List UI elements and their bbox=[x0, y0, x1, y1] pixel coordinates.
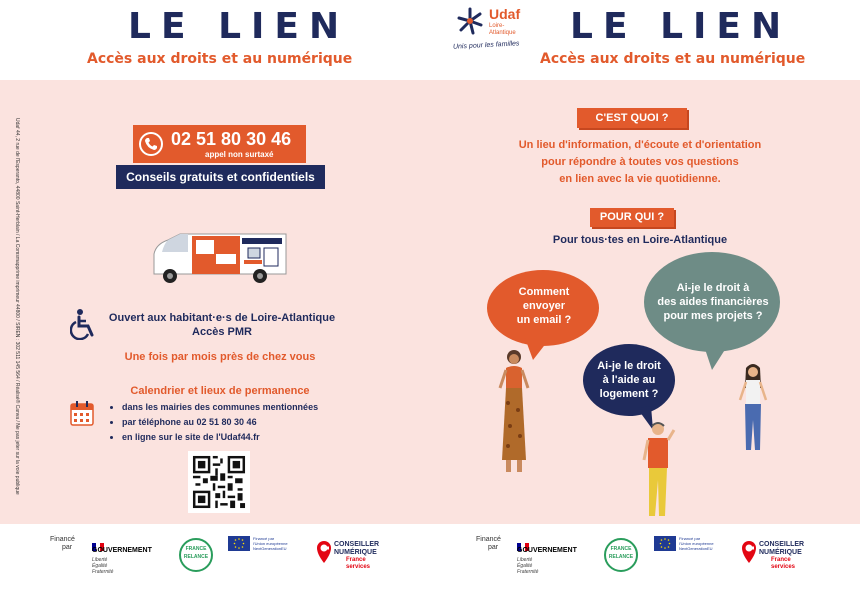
france-relance-logo bbox=[604, 538, 638, 572]
access-text bbox=[104, 311, 340, 339]
relance-line: RELANCE bbox=[183, 554, 209, 560]
location-pin-icon bbox=[316, 540, 332, 564]
access-line-2: Accès PMR bbox=[192, 326, 252, 338]
motto-line: Fraternité bbox=[517, 569, 539, 575]
what-line: en lien avec la vie quotidienne. bbox=[559, 173, 721, 185]
bubble-line: logement ? bbox=[599, 388, 659, 400]
cnfs-line: CONSEILLER bbox=[759, 541, 805, 548]
what-description bbox=[480, 137, 800, 188]
eu-line: Financé par bbox=[679, 536, 701, 541]
udaf-logo-mark-icon bbox=[455, 6, 485, 36]
eu-label bbox=[253, 536, 288, 551]
advice-banner: Conseils gratuits et confidentiels bbox=[116, 165, 325, 189]
cnfs-label bbox=[759, 541, 804, 571]
gov-label: GOUVERNEMENT bbox=[92, 547, 152, 554]
eu-line: l'Union européenne bbox=[679, 541, 714, 546]
udaf-region-line: Atlantique bbox=[489, 30, 516, 36]
bubble-line: des aides financières bbox=[657, 296, 769, 308]
phone-icon bbox=[139, 132, 163, 156]
woman-illustration bbox=[496, 348, 532, 476]
france-relance-logo bbox=[179, 538, 213, 572]
cnfs-line: CONSEILLER bbox=[334, 541, 380, 548]
cnfs-line: services bbox=[771, 564, 796, 570]
qr-code-icon[interactable] bbox=[188, 451, 250, 513]
cnfs-line: France bbox=[771, 557, 791, 563]
financed-label bbox=[50, 536, 75, 552]
eu-line: NextGenerationEU bbox=[253, 546, 287, 551]
relance-line: FRANCE bbox=[185, 546, 207, 552]
eu-label bbox=[679, 536, 714, 551]
right-title: LE LIEN bbox=[570, 6, 792, 47]
financed-label bbox=[476, 536, 501, 552]
gov-motto bbox=[517, 557, 538, 575]
gov-motto bbox=[92, 557, 113, 575]
calendar-heading: Calendrier et lieux de permanence bbox=[130, 385, 310, 397]
left-title: LE LIEN bbox=[128, 6, 350, 47]
financed-line: Financé bbox=[476, 536, 501, 543]
what-line: pour répondre à toutes vos questions bbox=[541, 156, 739, 168]
permanence-list bbox=[108, 400, 318, 445]
girl-illustration bbox=[736, 362, 770, 456]
bubble-email bbox=[500, 278, 588, 334]
list-item: • par téléphone au 02 51 80 30 46 bbox=[122, 415, 318, 430]
gov-label: GOUVERNEMENT bbox=[517, 547, 577, 554]
bubble-housing bbox=[589, 352, 669, 408]
left-subtitle: Accès aux droits et au numérique bbox=[87, 51, 353, 67]
udaf-tagline: Unis pour les familles bbox=[452, 40, 520, 51]
motto-line: Liberté bbox=[517, 557, 533, 563]
bubble-financial bbox=[652, 268, 774, 336]
access-line-1: Ouvert aux habitant·e·s de Loire-Atlantique bbox=[108, 312, 336, 324]
relance-line: FRANCE bbox=[610, 546, 632, 552]
who-text: Pour tous·tes en Loire-Atlantique bbox=[552, 234, 728, 246]
cnfs-line: France bbox=[346, 557, 366, 563]
eu-line: l'Union européenne bbox=[253, 541, 288, 546]
motto-line: Égalité bbox=[517, 563, 533, 569]
bubble-line: Ai-je le droit bbox=[597, 360, 661, 372]
eu-flag-icon bbox=[228, 536, 250, 551]
phone-number: 02 51 80 30 46 bbox=[171, 129, 292, 149]
bubble-line: Ai-je le droit à bbox=[676, 282, 750, 294]
udaf-region-line: Loire- bbox=[489, 23, 505, 29]
van-illustration bbox=[150, 224, 290, 290]
location-pin-icon bbox=[741, 540, 757, 564]
eu-line: Financé par bbox=[253, 536, 275, 541]
motto-line: Liberté bbox=[92, 557, 108, 563]
cnfs-line: NUMÉRIQUE bbox=[759, 549, 802, 556]
what-line: Un lieu d'information, d'écoute et d'orientation bbox=[518, 139, 762, 151]
motto-line: Égalité bbox=[92, 563, 108, 569]
financed-line: par bbox=[62, 544, 73, 551]
motto-line: Fraternité bbox=[92, 569, 114, 575]
bubble-line: un email ? bbox=[516, 314, 572, 326]
eu-flag-icon bbox=[654, 536, 676, 551]
bubble-line: Comment bbox=[518, 286, 570, 298]
phone-banner[interactable] bbox=[133, 125, 306, 163]
right-subtitle: Accès aux droits et au numérique bbox=[540, 51, 806, 67]
relance-line: RELANCE bbox=[608, 554, 634, 560]
bubble-line: envoyer bbox=[522, 300, 566, 312]
phone-note: appel non surtaxé bbox=[205, 150, 274, 159]
eu-line: NextGenerationEU bbox=[679, 546, 713, 551]
financed-line: par bbox=[488, 544, 499, 551]
french-flag-icon bbox=[517, 536, 531, 544]
list-item: • dans les mairies des communes mentionnées bbox=[122, 400, 318, 415]
monthly-text: Une fois par mois près de chez vous bbox=[124, 351, 316, 363]
bubble-line: pour mes projets ? bbox=[663, 310, 763, 322]
french-flag-icon bbox=[92, 536, 106, 544]
cnfs-label bbox=[334, 541, 379, 571]
cnfs-line: services bbox=[346, 564, 371, 570]
financed-line: Financé bbox=[50, 536, 75, 543]
wheelchair-icon bbox=[70, 308, 98, 340]
legal-side-text: Udaf 44, 2 rue de l'Esperanto, 44800 Saint-Herblain / La Comsmapprime imprimeur 44800 / SIREN : 302 511 145 564 / Réalisé® Canva / Ne pas jeter sur la voie publique bbox=[14, 118, 20, 495]
cnfs-line: NUMÉRIQUE bbox=[334, 549, 377, 556]
udaf-brand: Udaf bbox=[489, 6, 521, 22]
list-item[interactable]: • en ligne sur le site de l'Udaf44.fr bbox=[122, 430, 318, 445]
udaf-region bbox=[489, 23, 516, 37]
man-illustration bbox=[640, 420, 676, 520]
calendar-icon bbox=[70, 400, 94, 426]
footer-logos bbox=[0, 524, 860, 594]
bubble-line: à l'aide au bbox=[602, 374, 656, 386]
what-label: C'EST QUOI ? bbox=[577, 108, 687, 128]
who-label: POUR QUI ? bbox=[590, 208, 674, 227]
